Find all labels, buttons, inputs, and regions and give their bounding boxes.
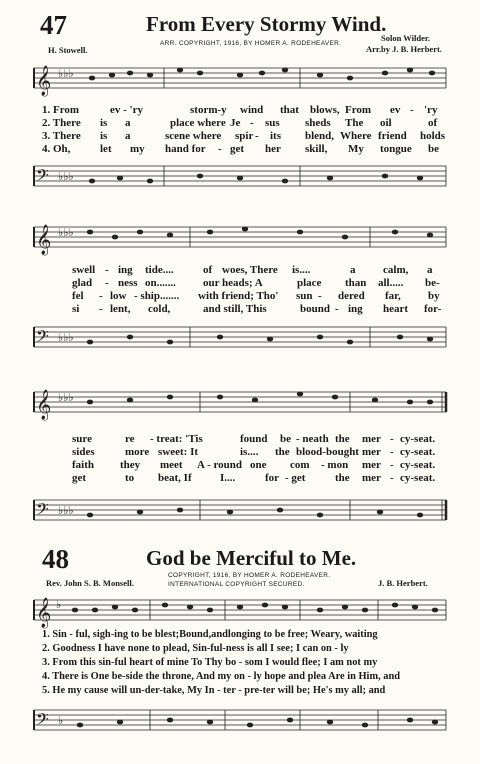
svg-text:♭♭♭: ♭♭♭: [58, 392, 74, 404]
svg-text:𝄞: 𝄞: [36, 390, 52, 419]
bass-staff: [0, 488, 480, 538]
treble-staff: [0, 380, 480, 430]
svg-text:𝄢: 𝄢: [36, 711, 49, 733]
hymn-title: From Every Stormy Wind.: [146, 12, 387, 36]
verse-line: 5. He my cause will un-der-take, My In - ter - pre-ter will be; He's my all; and: [42, 685, 386, 696]
svg-text:𝄢: 𝄢: [36, 501, 49, 523]
verse-line: 4. There is One be-side the throne, And my on - ly hope and plea Are in Him, and: [42, 671, 401, 682]
svg-text:𝄞: 𝄞: [36, 598, 52, 627]
bass-staff: [0, 698, 480, 748]
verse-line: 2. Goodness I have none to plead, Sin-ful-ness is all I see; I can on - ly: [42, 643, 349, 654]
treble-staff: [0, 592, 480, 632]
author-credit: H. Stowell.: [48, 45, 88, 55]
svg-text:♭♭♭: ♭♭♭: [58, 68, 74, 80]
svg-text:♭♭♭: ♭♭♭: [58, 171, 74, 183]
svg-text:♭: ♭: [56, 599, 62, 611]
svg-text:♭♭♭: ♭♭♭: [58, 227, 74, 239]
bass-staff: [0, 315, 480, 365]
svg-text:♭♭♭: ♭♭♭: [58, 505, 74, 517]
copyright-notice: INTERNATIONAL COPYRIGHT SECURED.: [168, 581, 305, 588]
copyright-notice: COPYRIGHT, 1916, BY HOMER A. RODEHEAVER.: [168, 572, 331, 579]
svg-text:♭: ♭: [58, 715, 64, 727]
svg-text:♭♭♭: ♭♭♭: [58, 332, 74, 344]
svg-text:𝄞: 𝄞: [36, 66, 52, 95]
copyright-notice: ARR. COPYRIGHT, 1916, BY HOMER A. RODEHEAVER.: [160, 40, 342, 47]
hymn-number: 47: [40, 10, 67, 40]
verse-line: 3. From this sin-ful heart of mine To Thy bo - som I would flee; I am not my: [42, 657, 378, 668]
svg-text:𝄢: 𝄢: [36, 167, 49, 189]
hymn-title: God be Merciful to Me.: [146, 546, 357, 570]
author-credit: Rev. John S. B. Monsell.: [46, 578, 134, 588]
composer-credit: J. B. Herbert.: [378, 578, 428, 588]
composer-credit: Solon Wilder.: [381, 33, 430, 43]
svg-text:𝄞: 𝄞: [36, 225, 52, 254]
bass-staff: [0, 158, 480, 208]
verse-line: 1. Sin - ful, sigh-ing to be blest;Bound,andlonging to be free; Weary, waiting: [42, 629, 378, 640]
treble-staff: [0, 215, 480, 265]
arranger-credit: Arr.by J. B. Herbert.: [366, 44, 442, 54]
svg-text:𝄢: 𝄢: [36, 328, 49, 350]
hymn-number: 48: [42, 544, 69, 574]
